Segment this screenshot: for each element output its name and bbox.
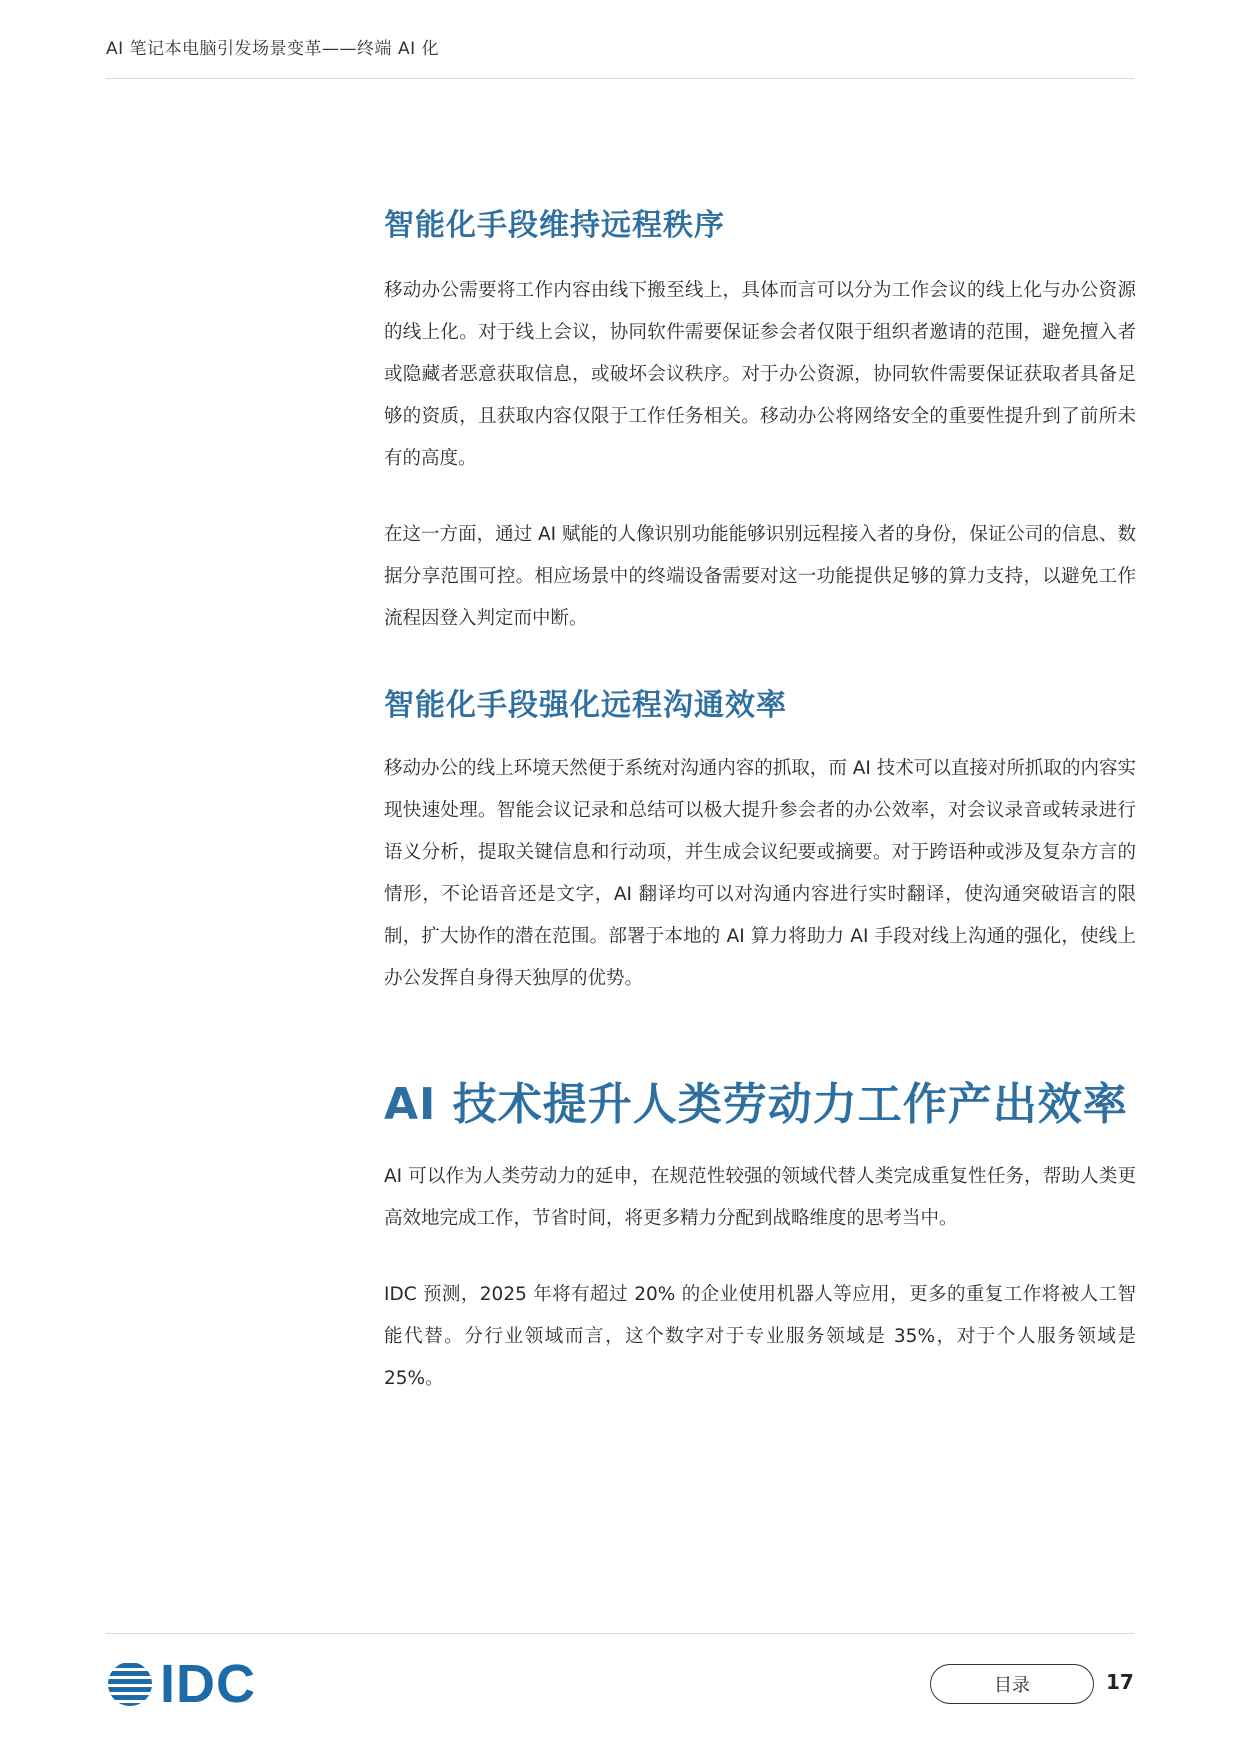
- header-divider: [106, 78, 1134, 79]
- section-title-remote-order: 智能化手段维持远程秩序: [384, 208, 725, 243]
- paragraph: 移动办公需要将工作内容由线下搬至线上，具体而言可以分为工作会议的线上化与办公资源的线上化。对于线上会议，协同软件需要保证参会者仅限于组织者邀请的范围，避免擅入者或隐藏者恶意获取信息，或破坏会议秩序。对于办公资源，协同软件需要保证获取者具备足够的资质，且获取内容仅限于工作任务相关。移动办公将网络安全的重要性提升到了前所未有的高度。: [384, 280, 1136, 469]
- paragraph: AI 可以作为人类劳动力的延申，在规范性较强的领域代替人类完成重复性任务，帮助人类更高效地完成工作，节省时间，将更多精力分配到战略维度的思考当中。: [384, 1166, 1136, 1229]
- running-header: AI 笔记本电脑引发场景变革——终端 AI 化: [106, 39, 439, 59]
- toc-button[interactable]: 目录: [930, 1664, 1094, 1704]
- footer-divider: [106, 1633, 1134, 1634]
- paragraph: 在这一方面，通过 AI 赋能的人像识别功能能够识别远程接入者的身份，保证公司的信息、数据分享范围可控。相应场景中的终端设备需要对这一功能提供足够的算力支持，以避免工作流程因登入判定而中断。: [384, 524, 1136, 629]
- idc-logo: [106, 1654, 256, 1714]
- idc-globe-icon: [106, 1660, 154, 1708]
- section-title-communication-efficiency: 智能化手段强化远程沟通效率: [384, 688, 787, 723]
- paragraph: 移动办公的线上环境天然便于系统对沟通内容的抓取，而 AI 技术可以直接对所抓取的内容实现快速处理。智能会议记录和总结可以极大提升参会者的办公效率，对会议录音或转录进行语义分析，提取关键信息和行动项，并生成会议纪要或摘要。对于跨语种或涉及复杂方言的情形，不论语音还是文字，AI 翻译均可以对沟通内容进行实时翻译，使沟通突破语言的限制，扩大协作的潜在范围。部署于本地的 AI 算力将助力 AI 手段对线上沟通的强化，使线上办公发挥自身得天独厚的优势。: [384, 758, 1136, 989]
- main-content: [384, 200, 1136, 1400]
- paragraph: IDC 预测，2025 年将有超过 20% 的企业使用机器人等应用，更多的重复工作将被人工智能代替。分行业领域而言，这个数字对于专业服务领域是 35%，对于个人服务领域是 25%。: [384, 1284, 1136, 1389]
- idc-logo-text: IDC: [160, 1654, 256, 1714]
- chapter-title: AI 技术提升人类劳动力工作产出效率: [384, 1079, 1128, 1130]
- page-number: 17: [1106, 1670, 1134, 1694]
